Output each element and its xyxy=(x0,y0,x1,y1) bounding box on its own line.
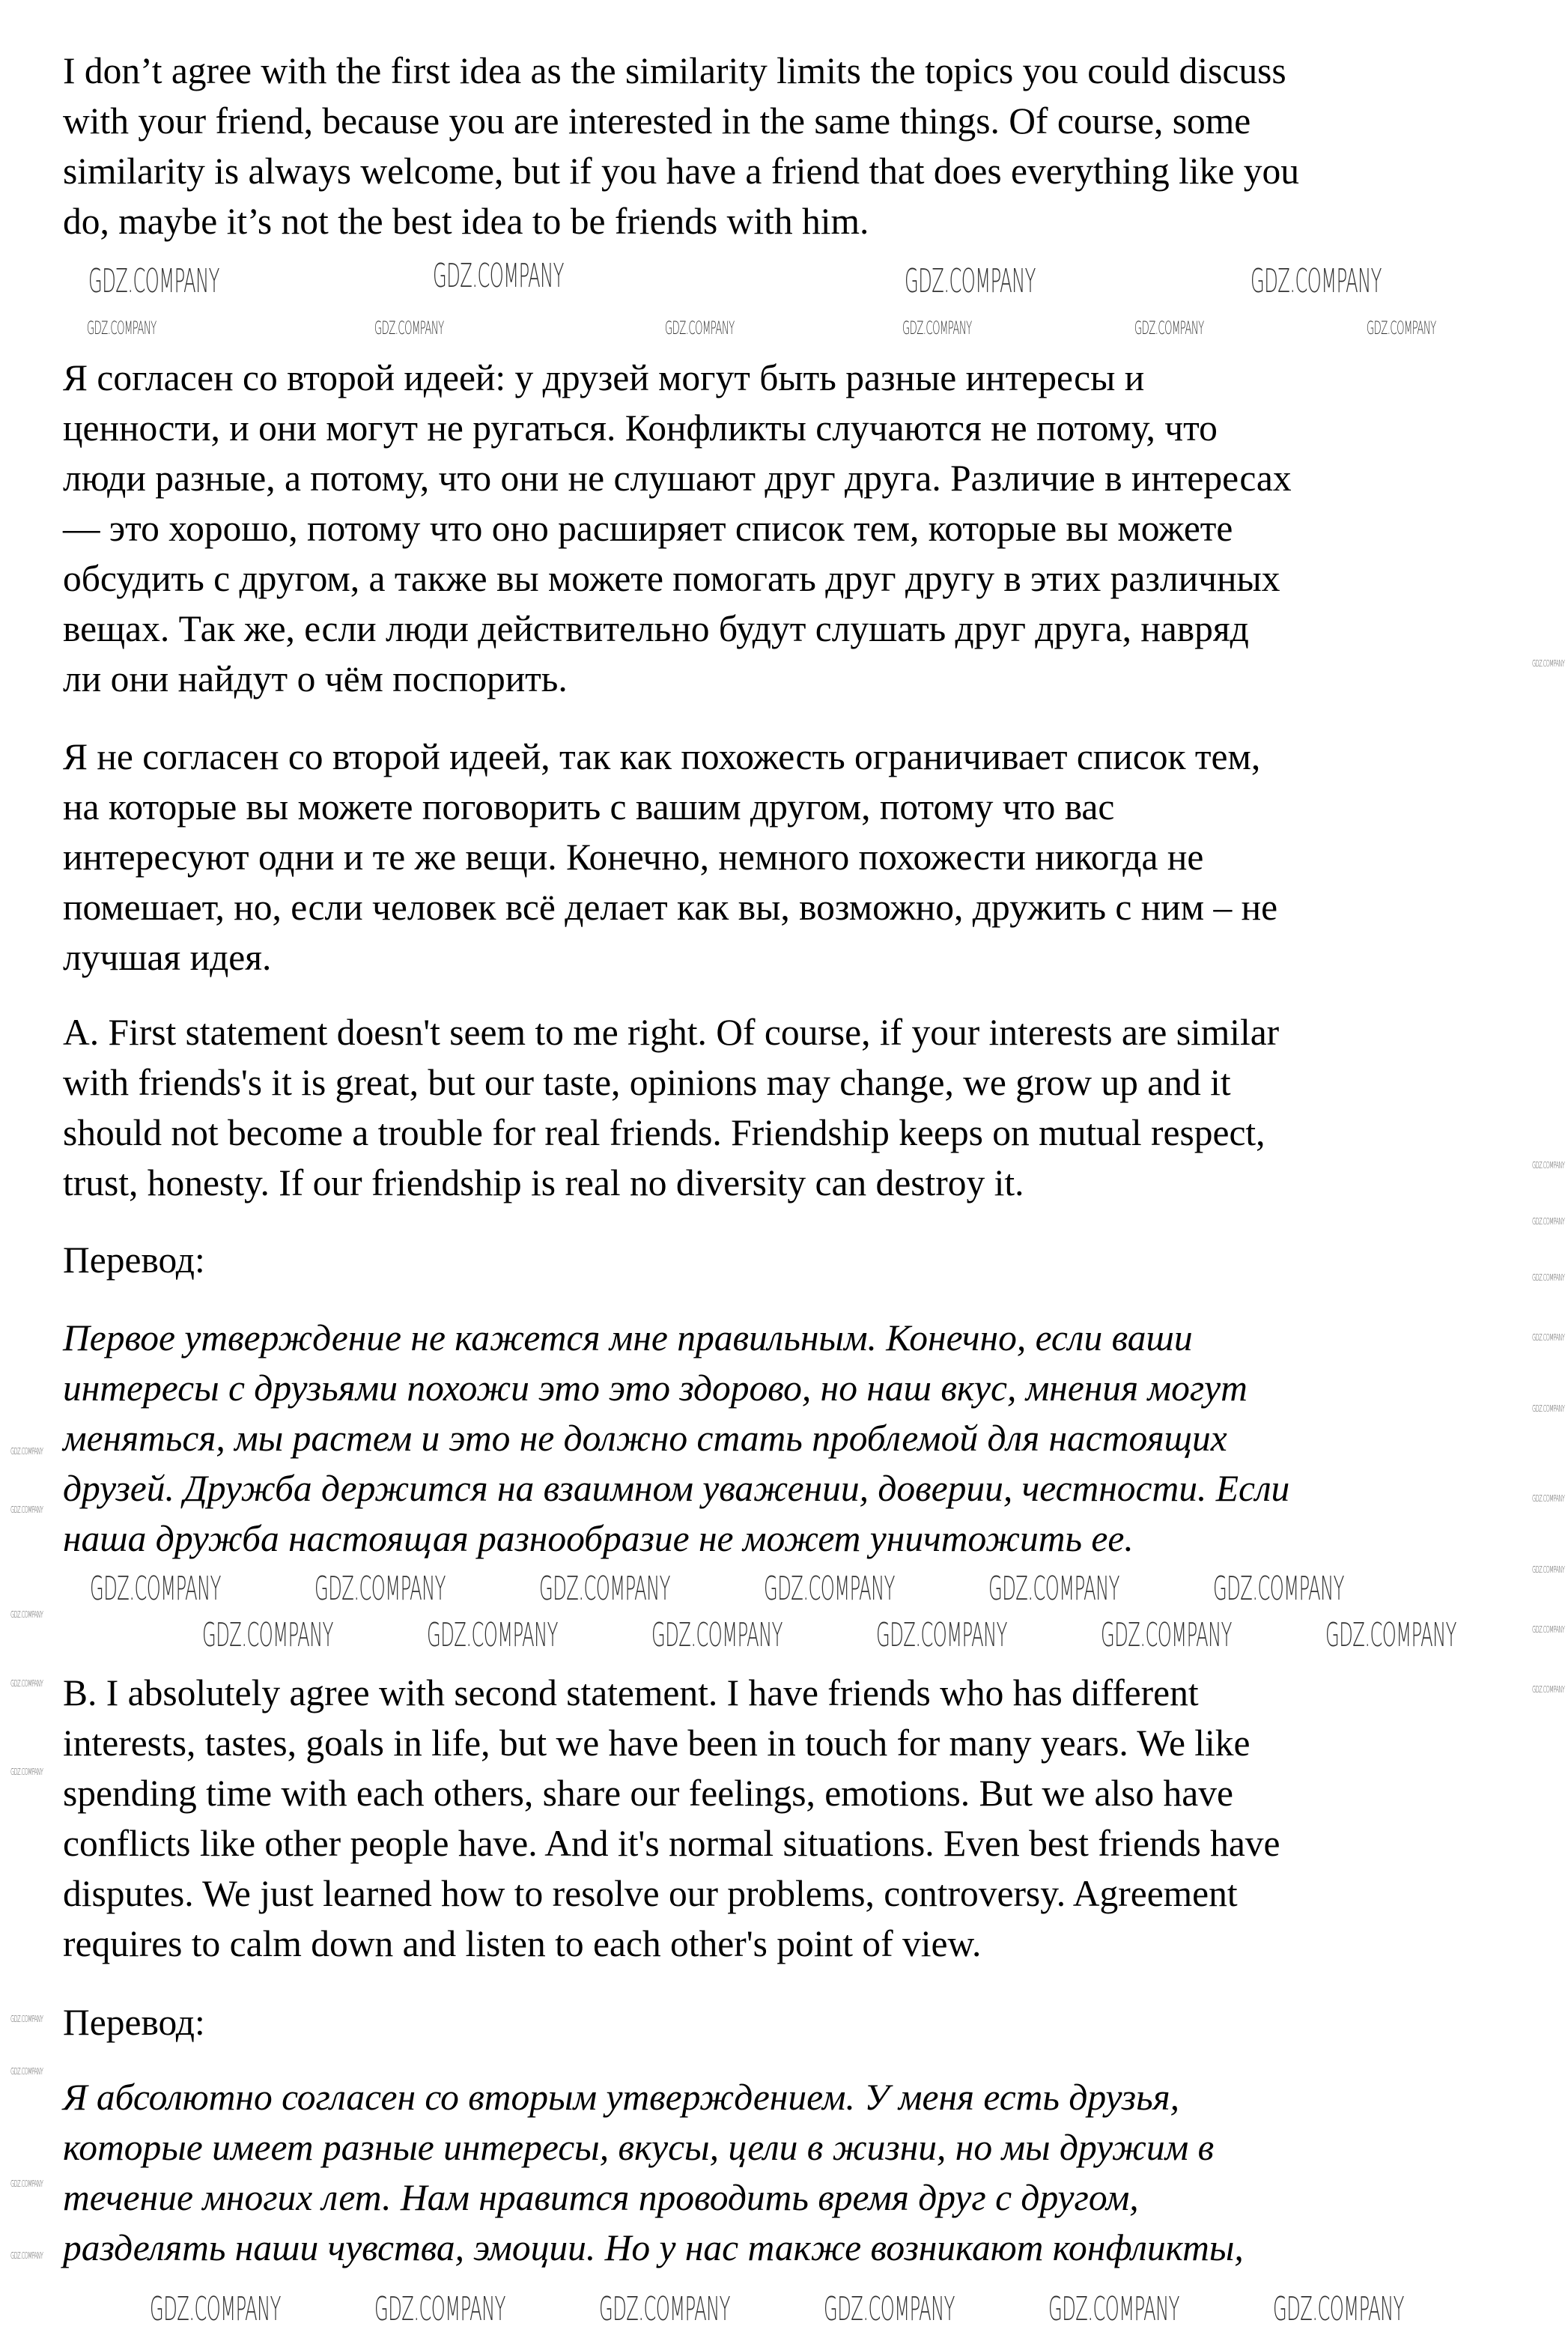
watermark-text: GDZ.COMPANY xyxy=(665,318,735,338)
text-line: Я абсолютно согласен со вторым утверждением. У меня есть друзья, xyxy=(63,2076,1180,2118)
watermark-text: GDZ.COMPANY xyxy=(10,1767,43,1777)
watermark-text: GDZ.COMPANY xyxy=(374,318,444,338)
watermark-text: GDZ.COMPANY xyxy=(1367,318,1436,338)
watermark-text: GDZ.COMPANY xyxy=(1532,1624,1565,1635)
text-line: do, maybe it’s not the best idea to be friends with him. xyxy=(63,200,869,242)
watermark-text: GDZ.COMPANY xyxy=(1532,1493,1565,1504)
watermark-text: GDZ.COMPANY xyxy=(433,257,564,295)
text-line: наша дружба настоящая разнообразие не может уничтожить ее. xyxy=(63,1517,1134,1559)
watermark-text: GDZ.COMPANY xyxy=(876,1616,1007,1654)
watermark-text: GDZ.COMPANY xyxy=(1048,2290,1179,2328)
watermark-text: GDZ.COMPANY xyxy=(10,2066,43,2077)
watermark-text: GDZ.COMPANY xyxy=(10,2179,43,2189)
watermark-text: GDZ.COMPANY xyxy=(1532,1684,1565,1695)
watermark-text: GDZ.COMPANY xyxy=(905,262,1036,300)
text-line: помешает, но, если человек всё делает как вы, возможно, дружить с ним – не xyxy=(63,886,1278,928)
watermark-text: GDZ.COMPANY xyxy=(1532,658,1565,669)
text-line: should not become a trouble for real friends. Friendship keeps on mutual respect, xyxy=(63,1111,1265,1153)
watermark-text: GDZ.COMPANY xyxy=(150,2290,281,2328)
watermark-text: GDZ.COMPANY xyxy=(202,1616,333,1654)
watermark-text: GDZ.COMPANY xyxy=(1101,1616,1232,1654)
text-line: spending time with each others, share our feelings, emotions. But we also have xyxy=(63,1772,1234,1814)
watermark-text: GDZ.COMPANY xyxy=(1532,1216,1565,1227)
text-line: requires to calm down and listen to each other's point of view. xyxy=(63,1922,982,1964)
answer-paragraph-ru-1 xyxy=(63,353,1304,704)
text-line: друзей. Дружба держится на взаимном уважении, доверии, честности. Если xyxy=(63,1467,1290,1509)
watermark-text: GDZ.COMPANY xyxy=(1213,1570,1344,1608)
text-line: with friends's it is great, but our taste, opinions may change, we grow up and it xyxy=(63,1061,1231,1103)
text-line: ли они найдут о чём поспорить. xyxy=(63,658,568,699)
text-line: I don’t agree with the first idea as the similarity limits the topics you could discuss xyxy=(63,49,1286,91)
watermark-text: GDZ.COMPANY xyxy=(10,1505,43,1515)
watermark-text: GDZ.COMPANY xyxy=(1134,318,1204,338)
text-line: меняться, мы растем и это не должно стать проблемой для настоящих xyxy=(63,1417,1227,1459)
text-line: интересуют одни и те же вещи. Конечно, немного похожести никогда не xyxy=(63,836,1204,878)
watermark-text: GDZ.COMPANY xyxy=(427,1616,558,1654)
text-line: интересы с друзьями похожи это это здорово, но наш вкус, мнения могут xyxy=(63,1367,1248,1409)
text-line: которые имеет разные интересы, вкусы, цели в жизни, но мы дружим в xyxy=(63,2126,1215,2168)
watermark-text: GDZ.COMPANY xyxy=(1532,1160,1565,1171)
text-line: лучшая идея. xyxy=(63,936,272,978)
text-line: Перевод: xyxy=(63,1239,205,1281)
text-line: conflicts like other people have. And it's normal situations. Even best friends have xyxy=(63,1822,1280,1864)
watermark-text: GDZ.COMPANY xyxy=(87,318,157,338)
watermark-text: GDZ.COMPANY xyxy=(10,2014,43,2024)
text-line: Я согласен со второй идеей: у друзей могут быть разные интересы и xyxy=(63,356,1145,398)
text-line: Перевод: xyxy=(63,2001,205,2043)
watermark-text: GDZ.COMPANY xyxy=(1532,1564,1565,1575)
watermark-text: GDZ.COMPANY xyxy=(902,318,972,338)
text-line: interests, tastes, goals in life, but we have been in touch for many years. We like xyxy=(63,1722,1251,1764)
watermark-text: GDZ.COMPANY xyxy=(10,1678,43,1689)
text-line: B. I absolutely agree with second statement. I have friends who has different xyxy=(63,1672,1199,1713)
watermark-text: GDZ.COMPANY xyxy=(988,1570,1119,1608)
text-line: на которые вы можете поговорить с вашим другом, потому что вас xyxy=(63,786,1115,828)
watermark-text: GDZ.COMPANY xyxy=(10,1446,43,1457)
text-line: Я не согласен со второй идеей, так как похожесть ограничивает список тем, xyxy=(63,735,1261,777)
text-line: disputes. We just learned how to resolve our problems, controversy. Agreement xyxy=(63,1872,1238,1914)
watermark-text: GDZ.COMPANY xyxy=(764,1570,895,1608)
watermark-text: GDZ.COMPANY xyxy=(1325,1616,1456,1654)
watermark-text: GDZ.COMPANY xyxy=(1532,1332,1565,1343)
watermark-text: GDZ.COMPANY xyxy=(10,2250,43,2261)
text-line: — это хорошо, потому что оно расширяет список тем, которые вы можете xyxy=(63,507,1233,549)
text-line: with your friend, because you are interested in the same things. Of course, some xyxy=(63,100,1251,142)
watermark-text: GDZ.COMPANY xyxy=(824,2290,955,2328)
answer-paragraph-ru-2 xyxy=(63,732,1289,983)
translation-label-b xyxy=(63,1997,207,2047)
translation-paragraph-b xyxy=(63,2072,1256,2273)
watermark-text: GDZ.COMPANY xyxy=(539,1570,670,1608)
watermark-text: GDZ.COMPANY xyxy=(1273,2290,1404,2328)
watermark-text: GDZ.COMPANY xyxy=(1532,1272,1565,1283)
answer-paragraph-en-1 xyxy=(63,46,1312,246)
translation-label-a xyxy=(63,1235,207,1285)
watermark-text: GDZ.COMPANY xyxy=(10,1609,43,1620)
text-line: обсудить с другом, а также вы можете помогать друг другу в этих различных xyxy=(63,557,1280,599)
text-line: A. First statement doesn't seem to me right. Of course, if your interests are similar xyxy=(63,1011,1280,1053)
answer-paragraph-b xyxy=(63,1668,1292,1969)
answer-paragraph-a xyxy=(63,1007,1292,1208)
text-line: Первое утверждение не кажется мне правильным. Конечно, если ваши xyxy=(63,1317,1193,1358)
watermark-text: GDZ.COMPANY xyxy=(88,262,219,300)
translation-paragraph-a xyxy=(63,1313,1302,1564)
text-line: люди разные, а потому, что они не слушают друг друга. Различие в интересах xyxy=(63,457,1292,499)
watermark-text: GDZ.COMPANY xyxy=(90,1570,221,1608)
text-line: разделять наши чувства, эмоции. Но у нас также возникают конфликты, xyxy=(63,2226,1244,2268)
watermark-text: GDZ.COMPANY xyxy=(314,1570,446,1608)
watermark-text: GDZ.COMPANY xyxy=(599,2290,730,2328)
watermark-text: GDZ.COMPANY xyxy=(1532,1403,1565,1414)
watermark-text: GDZ.COMPANY xyxy=(374,2290,505,2328)
text-line: similarity is always welcome, but if you have a friend that does everything like you xyxy=(63,150,1299,192)
watermark-text: GDZ.COMPANY xyxy=(1251,262,1382,300)
text-line: trust, honesty. If our friendship is real no diversity can destroy it. xyxy=(63,1162,1024,1203)
watermark-text: GDZ.COMPANY xyxy=(651,1616,783,1654)
text-line: течение многих лет. Нам нравится проводить время друг с другом, xyxy=(63,2176,1139,2218)
text-line: вещах. Так же, если люди действительно будут слушать друг друга, навряд xyxy=(63,607,1249,649)
text-line: ценности, и они могут не ругаться. Конфликты случаются не потому, что xyxy=(63,407,1218,449)
